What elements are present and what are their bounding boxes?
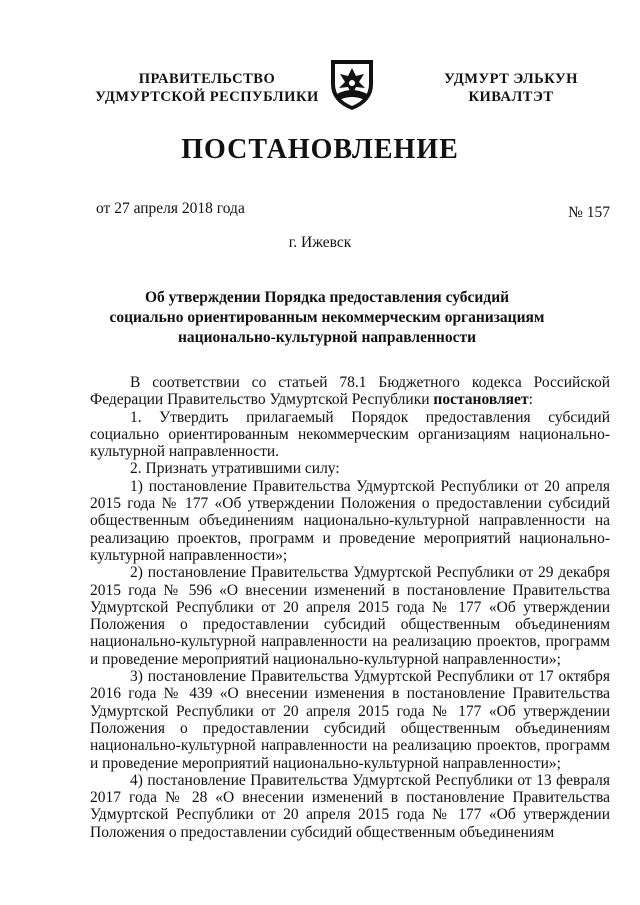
- document-type: ПОСТАНОВЛЕНИЕ: [181, 134, 459, 165]
- header-right-line1: УДМУРТ ЭЛЬКУН: [444, 71, 578, 87]
- intro-bold: постановляет: [433, 391, 529, 409]
- document-city: г. Ижевск: [288, 234, 352, 251]
- intro-end: :: [528, 391, 533, 409]
- header-left-line1: ПРАВИТЕЛЬСТВО: [138, 71, 276, 87]
- document-title: [100, 288, 554, 348]
- header-right: [428, 70, 594, 106]
- document-body: [90, 374, 610, 841]
- title-line2: социально ориентированным некоммерческим организациям: [109, 309, 545, 326]
- coat-of-arms-icon: [327, 56, 377, 112]
- body-paragraph-5: 3) постановление Правительства Удмуртской Республики от 17 октября 2016 года № 439 «О внесении изменения в постановление Правительства Удмуртской Республики от 20 апреля 2015 года № 177 «Об утверждении Положения о предоставлении субсидий общественным объединениям национально-культурной направленности на реализацию проектов, программ и проведение мероприятий национально-культурной направленности»;: [90, 668, 610, 772]
- header-left-line2: УДМУРТСКОЙ РЕСПУБЛИКИ: [95, 89, 319, 105]
- body-paragraph-2: 2. Признать утратившими силу:: [130, 460, 340, 478]
- body-paragraph-6: 4) постановление Правительства Удмуртской Республики от 13 февраля 2017 года № 28 «О внесении изменений в постановление Правительства Удмуртской Республики от 20 апреля 2015 года № 177 «Об утверждении Положения о предоставлении субсидий общественным объединениям: [90, 771, 610, 841]
- body-paragraph-1: 1. Утвердить прилагаемый Порядок предоставления субсидий социально ориентированным некоммерческим организациям национально-культурной направленности.: [90, 408, 610, 461]
- document-date: от 27 апреля 2018 года: [96, 200, 245, 217]
- document-number: № 157: [568, 204, 610, 221]
- header-right-line2: КИВАЛТЭТ: [468, 89, 554, 105]
- body-paragraph-4: 2) постановление Правительства Удмуртской Республики от 29 декабря 2015 года № 596 «О внесении изменений в постановление Правительства Удмуртской Республики от 20 апреля 2015 года № 177 «Об утверждении Положения о предоставлении субсидий общественным объединениям национально-культурной направленности на реализацию проектов, программ и проведение мероприятий национально-культурной направленности»;: [90, 564, 610, 668]
- title-line1: Об утверждении Порядка предоставления субсидий: [144, 289, 510, 306]
- body-intro: [90, 374, 610, 409]
- body-paragraph-3: 1) постановление Правительства Удмуртской Республики от 20 апреля 2015 года № 177 «Об утверждении Положения о предоставлении субсидий общественным объединениям национально-культурной направленности на реализацию проектов, программ и проведение мероприятий национально-культурной направленности»;: [90, 477, 610, 564]
- intro-text: В соответствии со статьей 78.1 Бюджетного кодекса Российской Федерации Правительство Удмуртской Республики: [90, 374, 610, 409]
- title-line3: национально-культурной направленности: [177, 329, 477, 346]
- header-left: [78, 70, 336, 106]
